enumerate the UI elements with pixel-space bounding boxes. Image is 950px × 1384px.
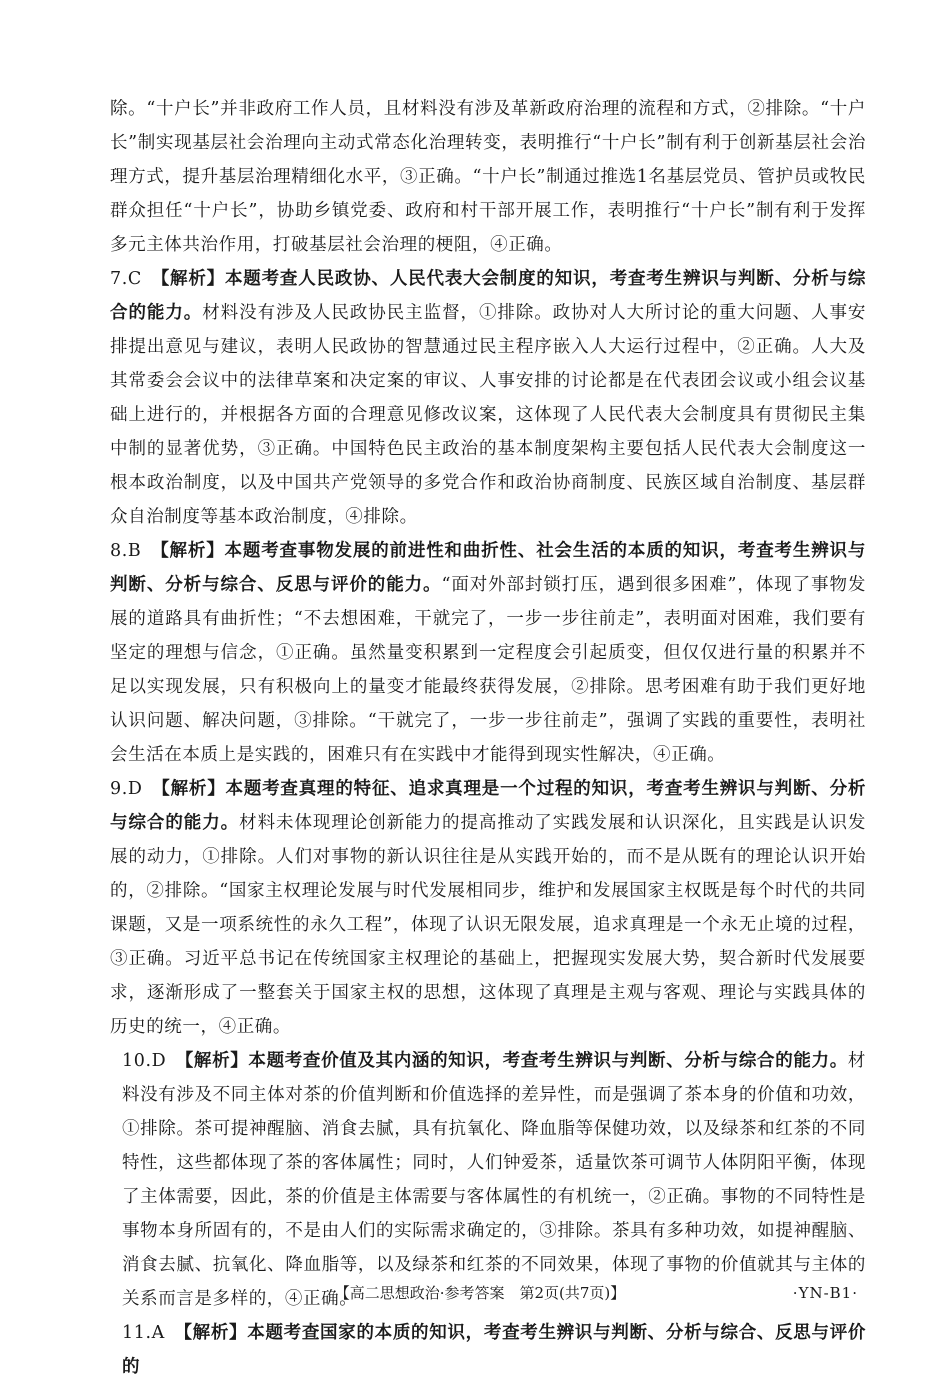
footer-page-info: 【高二思想政治·参考答案 第2页(共7页)】 [334,1284,626,1302]
continued-explanation: 除。“十户长”并非政府工作人员，且材料没有涉及革新政府治理的流程和方式，②排除。“十户长”制实现基层社会治理向主动式常态化治理转变，表明推行“十户长”制有利于创新基层社会治理方式，提升基层治理精细化水平，③正确。“十户长”制通过推选1名基层党员、管护员或牧民群众担任“十户长”，协助乡镇党委、政府和村干部开展工作，表明推行“十户长”制有利于发挥多元主体共治作用，打破基层社会治理的梗阻，④正确。 [110,99,866,255]
answer-number: 9.D [110,779,143,799]
answer-content [86,92,866,1384]
answer-item-8 [86,534,866,772]
analysis-body: “面对外部封锁打压，遇到很多困难”，体现了事物发展的道路具有曲折性；“不去想困难，干就完了，一步一步往前走”，表明面对困难，我们要有坚定的理想与信念，①正确。虽然量变积累到一定程度会引起质变，但仅仅进行量的积累并不足以实现发展，只有积极向上的量变才能最终获得发展，②排除。思考困难有助于我们更好地认识问题、解决问题，③排除。“干就完了，一步一步往前走”，强调了实践的重要性，表明社会生活在本质上是实践的，困难只有在实践中才能得到现实性解决，④正确。 [110,575,866,765]
analysis-stem: 【解析】本题考查价值及其内涵的知识，考查考生辨识与判断、分析与综合的能力。 [184,1051,848,1071]
analysis-stem: 【解析】本题考查真理的特征、追求真理是一个过程的知识，考查考生辨识与判断、分析与综合的能力。 [110,779,866,833]
answer-item-7 [86,262,866,534]
answer-number: 7.C [110,269,142,289]
analysis-stem: 【解析】本题考查人民政协、人民代表大会制度的知识，考查考生辨识与判断、分析与综合的能力。 [110,269,866,323]
answer-number: 8.B [110,541,142,561]
answer-item-10 [86,1044,866,1316]
analysis-stem: 【解析】本题考查事物发展的前进性和曲折性、社会生活的本质的知识，考查考生辨识与判断、分析与综合、反思与评价的能力。 [110,541,866,595]
analysis-body: 材料没有涉及人民政协民主监督，①排除。政协对人大所讨论的重大问题、人事安排提出意见与建议，表明人民政协的智慧通过民主程序嵌入人大运行过程中，②正确。人大及其常委会会议中的法律草案和决定案的审议、人事安排的讨论都是在代表团会议或小组会议基础上进行的，并根据各方面的合理意见修改议案，这体现了人民代表大会制度具有贯彻民主集中制的显著优势，③正确。中国特色民主政治的基本制度架构主要包括人民代表大会制度这一根本政治制度，以及中国共产党领导的多党合作和政治协商制度、民族区域自治制度、基层群众自治制度等基本政治制度，④排除。 [110,303,867,527]
page-footer [0,1278,950,1308]
answer-number: 11.A [122,1323,165,1343]
answer-item-11 [86,1316,866,1384]
analysis-body: 材料未体现理论创新能力的提高推动了实践发展和认识深化，且实践是认识发展的动力，①排除。人们对事物的新认识往往是从实践开始的，而不是从既有的理论认识开始的，②排除。“国家主权理论发展与时代发展相同步，维护和发展国家主权既是每个时代的共同课题，又是一项系统性的永久工程”，体现了认识无限发展，追求真理是一个永无止境的过程，③正确。习近平总书记在传统国家主权理论的基础上，把握现实发展大势，契合新时代发展要求，逐渐形成了一整套关于国家主权的思想，这体现了真理是主观与客观、理论与实践具体的历史的统一，④正确。 [110,813,866,1037]
analysis-stem: 【解析】本题考查国家的本质的知识，考查考生辨识与判断、分析与综合、反思与评价的 [122,1323,866,1377]
analysis-body: 材料没有涉及不同主体对茶的价值判断和价值选择的差异性，而是强调了茶本身的价值和功效，①排除。茶可提神醒脑、消食去腻，具有抗氧化、降血脂等保健功效，以及绿茶和红茶的不同特性，这些都体现了茶的客体属性；同时，人们钟爱茶，适量饮茶可调节人体阴阳平衡，体现了主体需要，因此，茶的价值是主体需要与客体属性的有机统一，②正确。事物的不同特性是事物本身所固有的，不是由人们的实际需求确定的，③排除。茶具有多种功效，如提神醒脑、消食去腻、抗氧化、降血脂等，以及绿茶和红茶的不同效果，体现了事物的价值就其与主体的关系而言是多样的，④正确。 [122,1051,866,1309]
answer-number: 10.D [122,1051,167,1071]
footer-code: ·YN-B1· [792,1284,858,1302]
answer-item-9 [86,772,866,1044]
